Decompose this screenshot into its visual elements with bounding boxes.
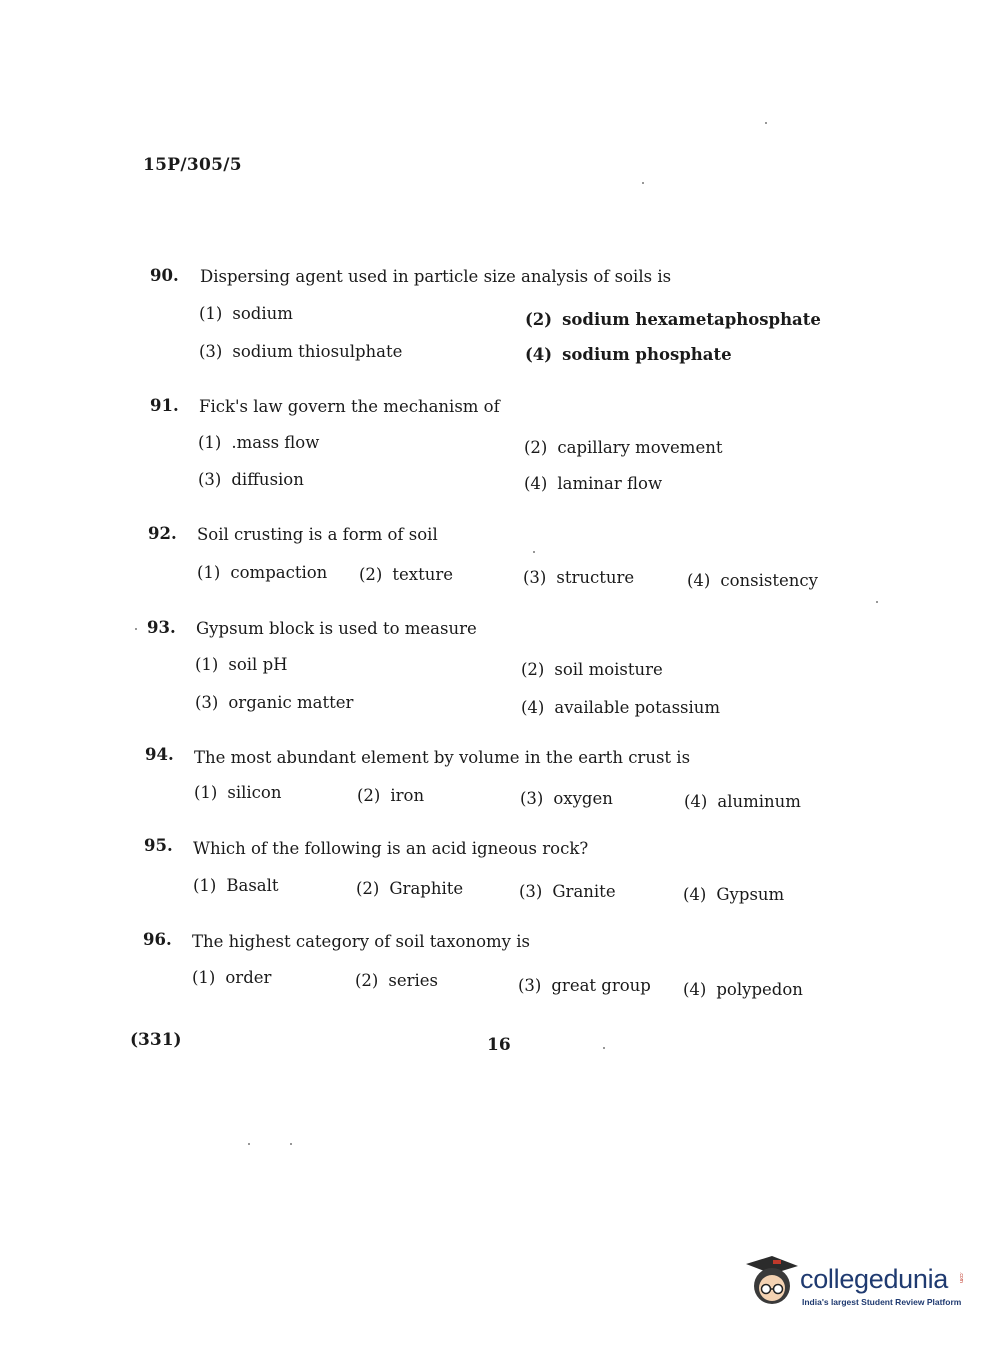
option-text: capillary movement	[557, 438, 723, 457]
scan-speck	[876, 601, 878, 603]
option	[192, 968, 271, 987]
option-text: silicon	[227, 783, 282, 802]
scan-speck	[765, 122, 767, 124]
option	[197, 563, 327, 582]
option-text: Basalt	[226, 876, 279, 895]
question-text: Which of the following is an acid igneous rock?	[193, 839, 589, 858]
option-number: (2)	[521, 660, 545, 679]
option-number: (1)	[199, 304, 223, 323]
option-number: (1)	[195, 655, 219, 674]
option-text: order	[225, 968, 272, 987]
option-number: (1)	[194, 783, 218, 802]
option-number: (2)	[525, 310, 553, 329]
option-number: (3)	[518, 976, 542, 995]
option-text: aluminum	[717, 792, 801, 811]
option-text: .mass flow	[231, 433, 320, 452]
option-text: polypedon	[716, 980, 803, 999]
option-text: Granite	[552, 882, 616, 901]
option-number: (4)	[683, 885, 707, 904]
option-number: (4)	[683, 980, 707, 999]
question-number: 92.	[148, 524, 177, 543]
option-number: (3)	[523, 568, 547, 587]
question-number: 90.	[150, 266, 179, 285]
option	[357, 786, 424, 805]
option	[199, 304, 293, 323]
option-number: (4)	[524, 474, 548, 493]
question-number: 94.	[145, 745, 174, 764]
option-number: (2)	[357, 786, 381, 805]
option-number: (3)	[520, 789, 544, 808]
option-text: soil moisture	[554, 660, 663, 679]
option	[195, 693, 353, 712]
question-number: 96.	[143, 930, 172, 949]
option	[521, 698, 720, 717]
option	[524, 474, 662, 493]
option	[355, 971, 438, 990]
option-text: texture	[392, 565, 453, 584]
logo-suffix: .com	[958, 1272, 964, 1283]
question-number: 95.	[144, 836, 173, 855]
option-text: organic matter	[228, 693, 354, 712]
option-number: (2)	[524, 438, 548, 457]
option-text: sodium	[232, 304, 293, 323]
question-text: Soil crusting is a form of soil	[197, 525, 438, 544]
option-text: sodium phosphate	[562, 345, 732, 364]
option	[525, 345, 732, 364]
option-text: great group	[551, 976, 651, 995]
question-text: Fick's law govern the mechanism of	[199, 397, 500, 416]
option	[683, 980, 803, 999]
option-number: (3)	[519, 882, 543, 901]
scan-speck	[533, 551, 535, 553]
option-number: (3)	[199, 342, 223, 361]
option	[198, 470, 304, 489]
option	[193, 876, 279, 895]
option-number: (2)	[356, 879, 380, 898]
option	[359, 565, 453, 584]
scan-speck	[248, 1143, 250, 1145]
option	[525, 310, 821, 329]
option-number: (4)	[525, 345, 553, 364]
scan-speck	[603, 1047, 605, 1049]
option-text: Graphite	[389, 879, 464, 898]
option-number: (1)	[198, 433, 222, 452]
question-text: Gypsum block is used to measure	[196, 619, 477, 638]
option	[687, 571, 818, 590]
option	[356, 879, 463, 898]
option-text: sodium thiosulphate	[232, 342, 403, 361]
mascot-icon	[742, 1250, 798, 1310]
scan-speck	[642, 182, 644, 184]
option-text: oxygen	[553, 789, 613, 808]
option-number: (1)	[192, 968, 216, 987]
option	[683, 885, 784, 904]
option-text: available potassium	[554, 698, 721, 717]
page-number: 16	[487, 1035, 511, 1055]
question-text: The most abundant element by volume in the earth crust is	[194, 748, 691, 767]
option	[195, 655, 288, 674]
option-text: consistency	[720, 571, 818, 590]
option	[519, 882, 616, 901]
logo-wordmark: collegedunia	[800, 1264, 949, 1294]
option-text: sodium hexametaphosphate	[562, 310, 821, 329]
question-text: The highest category of soil taxonomy is	[192, 932, 530, 951]
option-number: (2)	[359, 565, 383, 584]
option-text: compaction	[230, 563, 328, 582]
option	[199, 342, 402, 361]
option-text: series	[388, 971, 439, 990]
option-text: Gypsum	[716, 885, 785, 904]
option	[521, 660, 663, 679]
footer-code: (331)	[130, 1030, 182, 1050]
option-text: iron	[390, 786, 425, 805]
collegedunia-logo	[742, 1250, 972, 1310]
option-number: (3)	[195, 693, 219, 712]
scan-speck	[135, 628, 137, 630]
option-text: diffusion	[231, 470, 304, 489]
option	[194, 783, 281, 802]
option-number: (1)	[193, 876, 217, 895]
option-text: structure	[556, 568, 635, 587]
option	[524, 438, 722, 457]
option	[518, 976, 651, 995]
scan-speck	[290, 1143, 292, 1145]
option-number: (3)	[198, 470, 222, 489]
option-number: (4)	[521, 698, 545, 717]
option-number: (4)	[687, 571, 711, 590]
paper-code: 15P/305/5	[143, 155, 242, 175]
logo-tagline: India's largest Student Review Platform	[802, 1297, 962, 1307]
question-text: Dispersing agent used in particle size analysis of soils is	[200, 267, 672, 286]
option-text: laminar flow	[557, 474, 663, 493]
option-number: (4)	[684, 792, 708, 811]
question-number: 93.	[147, 618, 176, 637]
option-text: soil pH	[228, 655, 288, 674]
option-number: (2)	[355, 971, 379, 990]
option-number: (1)	[197, 563, 221, 582]
option	[198, 433, 319, 452]
option	[684, 792, 801, 811]
question-number: 91.	[150, 396, 179, 415]
option	[520, 789, 613, 808]
option	[523, 568, 634, 587]
